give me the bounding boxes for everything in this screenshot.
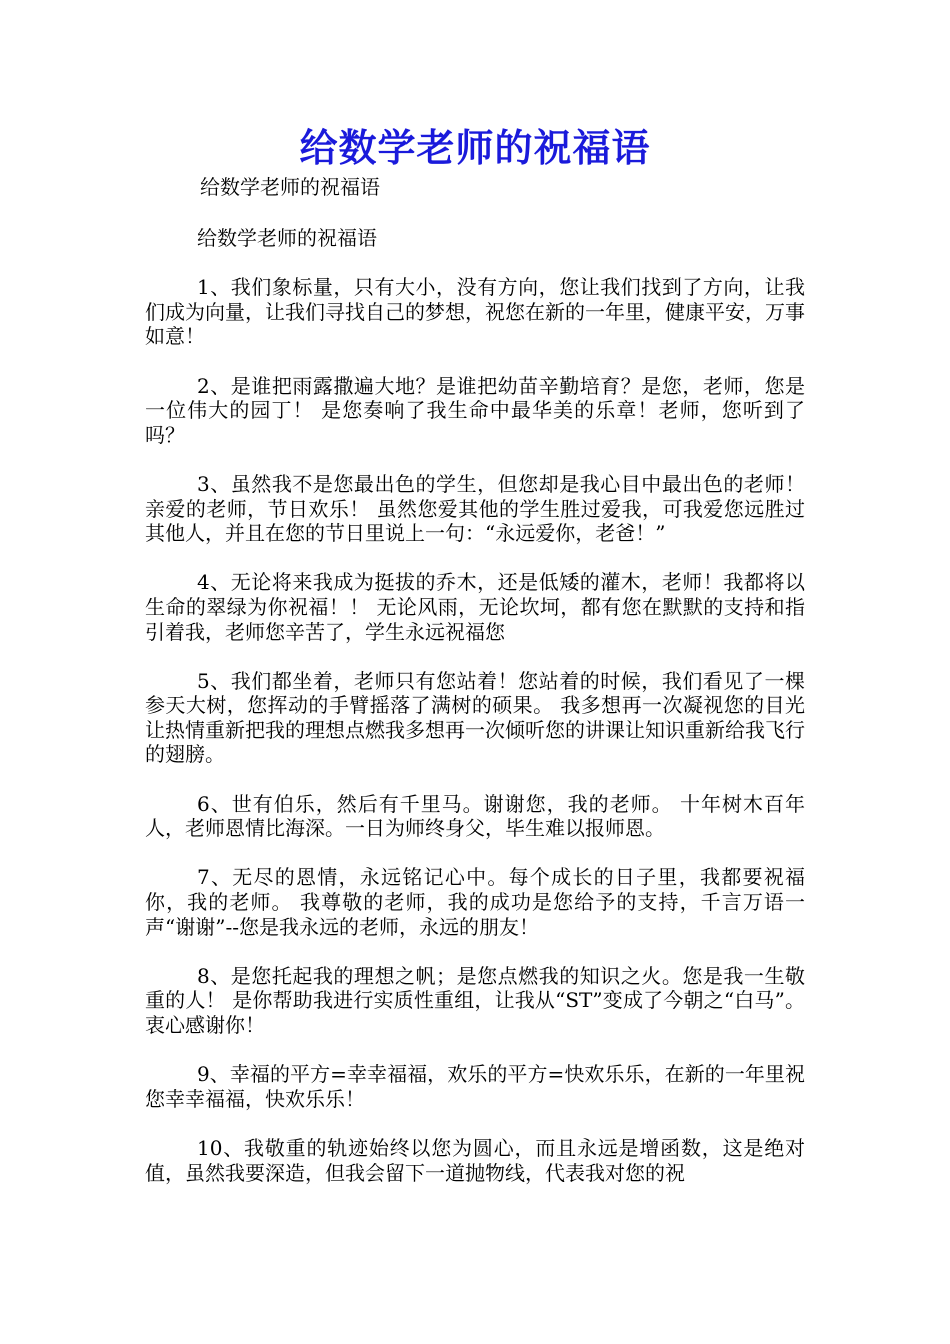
document-title: 给数学老师的祝福语 (299, 125, 651, 170)
paragraph: 2、是谁把雨露撒遍大地？是谁把幼苗辛勤培育？是您，老师，您是一位伟大的园丁！ 是您奏响了我生命中最华美的乐章！老师，您听到了吗？ (145, 373, 805, 447)
document-subtitle: 给数学老师的祝福语 (200, 175, 380, 199)
paragraph: 8、是您托起我的理想之帆；是您点燃我的知识之火。您是我一生敬重的人！ 是你帮助我进行实质性重组，让我从“ST”变成了今朝之“白马”。衷心感谢你！ (145, 963, 805, 1037)
paragraph: 10、我敬重的轨迹始终以您为圆心，而且永远是增函数，这是绝对值，虽然我要深造，但我会留下一道抛物线，代表我对您的祝 (145, 1135, 805, 1185)
paragraph: 6、世有伯乐，然后有千里马。谢谢您，我的老师。 十年树木百年人，老师恩情比海深。一日为师终身父，毕生难以报师恩。 (145, 791, 805, 841)
section-heading: 给数学老师的祝福语 (197, 226, 377, 250)
paragraph: 3、虽然我不是您最出色的学生，但您却是我心目中最出色的老师！亲爱的老师，节日欢乐！ 虽然您爱其他的学生胜过爱我，可我爱您远胜过其他人，并且在您的节日里说上一句：“永远爱你，老爸！” (145, 471, 805, 546)
paragraph: 5、我们都坐着，老师只有您站着！您站着的时候，我们看见了一棵参天大树，您挥动的手臂摇落了满树的硕果。 我多想再一次凝视您的目光让热情重新把我的理想点燃我多想再一次倾听您的讲课让知识重新给我飞行的翅膀。 (145, 668, 805, 767)
paragraph: 4、无论将来我成为挺拔的乔木，还是低矮的灌木，老师！我都将以生命的翠绿为你祝福！！ 无论风雨，无论坎坷，都有您在默默的支持和指引着我，老师您辛苦了，学生永远祝福您 (145, 570, 805, 644)
paragraph: 9、幸福的平方=幸幸福福，欢乐的平方=快欢乐乐，在新的一年里祝您幸幸福福，快欢乐乐！ (145, 1062, 805, 1111)
paragraph: 1、我们象标量，只有大小，没有方向，您让我们找到了方向，让我们成为向量，让我们寻找自己的梦想，祝您在新的一年里，健康平安，万事如意！ (145, 275, 805, 349)
paragraph: 7、无尽的恩情，永远铭记心中。每个成长的日子里，我都要祝福你，我的老师。 我尊敬的老师，我的成功是您给予的支持，千言万语一声“谢谢”--您是我永远的老师，永远的朋友！ (145, 865, 805, 939)
document-body (145, 226, 805, 1210)
